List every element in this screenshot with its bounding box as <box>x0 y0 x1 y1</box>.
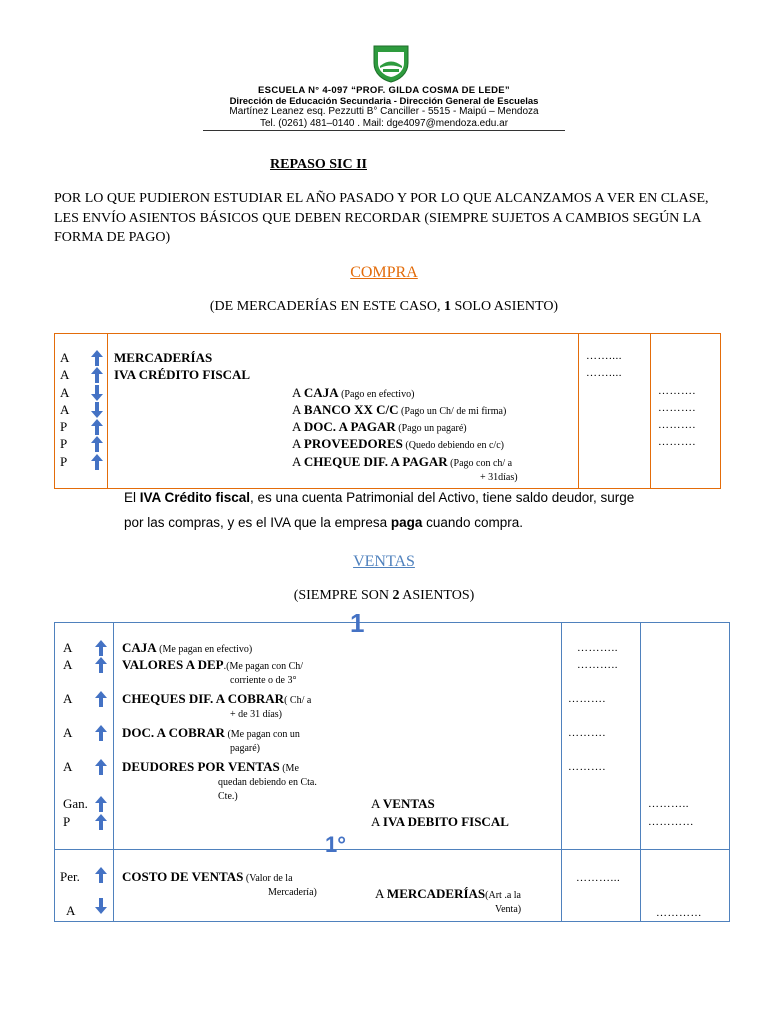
entry-note: Cte.) <box>218 791 238 802</box>
arrow-up-icon <box>95 657 107 673</box>
entry-note: + 31días) <box>480 472 518 483</box>
page-title: REPASO SIC II <box>270 157 367 172</box>
entry-note: Venta) <box>495 904 522 915</box>
credit-amount: ………. <box>658 385 696 397</box>
entry-account: MERCADERÍAS <box>114 350 213 365</box>
entry-type: A <box>63 691 73 706</box>
ventas-subtitle: (SIEMPRE SON 2 ASIENTOS) <box>293 588 475 603</box>
arrow-up-icon <box>95 867 107 883</box>
credit-amount: ……….. <box>648 798 689 810</box>
arrow-up-icon <box>95 814 107 830</box>
entry-note: pagaré) <box>230 743 260 754</box>
entry-type: A <box>63 725 73 740</box>
entry-account: CHEQUES DIF. A COBRAR( Ch/ a <box>122 691 312 706</box>
school-logo <box>371 43 411 83</box>
entry-note: quedan debiendo en Cta. <box>218 777 317 788</box>
debit-amount: ………. <box>568 693 606 705</box>
arrow-down-icon <box>91 402 103 418</box>
arrow-up-icon <box>95 725 107 741</box>
arrow-up-icon <box>91 350 103 366</box>
entry-type: Per. <box>60 869 80 884</box>
debit-amount: …….... <box>586 367 622 379</box>
credit-amount: ………… <box>648 816 694 828</box>
entry-account: A CHEQUE DIF. A PAGAR (Pago con ch/ a <box>292 454 513 469</box>
compra-subtitle: (DE MERCADERÍAS EN ESTE CASO, 1 SOLO ASIENTO) <box>209 299 559 314</box>
entry-type: A <box>63 657 73 672</box>
entry-account: DEUDORES POR VENTAS (Me <box>122 759 299 774</box>
entry-account: COSTO DE VENTAS (Valor de la <box>122 869 293 884</box>
debit-amount: ………. <box>568 727 606 739</box>
debit-amount: ……….. <box>577 642 618 654</box>
entry-type: P <box>60 419 68 434</box>
arrow-up-icon <box>91 419 103 435</box>
entry-type: A <box>60 385 70 400</box>
entry-number-2: 1° <box>325 832 347 857</box>
header-address: Martínez Leanez esq. Pezzutti B° Canciller - 5515 - Maipú – Mendoza <box>229 106 539 117</box>
entry-account: A DOC. A PAGAR (Pago un pagaré) <box>292 419 467 434</box>
entry-account: A IVA DEBITO FISCAL <box>371 814 509 829</box>
intro-paragraph: POR LO QUE PUDIERON ESTUDIAR EL AÑO PASADO Y POR LO QUE ALCANZAMOS A VER EN CLASE, LES ENVÍO ASIENTOS BÁSICOS QUE DEBEN RECORDAR (SIEMPRE SUJETOS A CAMBIOS SEGÚN LA FORMA DE PAGO) <box>54 191 709 245</box>
debit-amount: ………... <box>576 872 621 884</box>
entry-type: A <box>63 759 73 774</box>
arrow-up-icon <box>95 691 107 707</box>
debit-amount: …….... <box>586 350 622 362</box>
arrow-up-icon <box>91 367 103 383</box>
entry-account: CAJA (Me pagan en efectivo) <box>122 640 253 655</box>
entry-account: IVA CRÉDITO FISCAL <box>114 367 251 382</box>
entry-account: A PROVEEDORES (Quedo debiendo en c/c) <box>292 436 504 451</box>
entry-account: A BANCO XX C/C (Pago un Ch/ de mi firma) <box>292 402 507 417</box>
arrow-up-icon <box>91 454 103 470</box>
entry-account: A VENTAS <box>371 796 435 811</box>
entry-note: Mercadería) <box>268 887 317 898</box>
entry-account: DOC. A COBRAR (Me pagan con un <box>122 725 300 740</box>
entry-number-1: 1 <box>350 608 365 638</box>
entry-note: + de 31 días) <box>230 709 283 720</box>
compra-heading: COMPRA <box>350 264 418 281</box>
entry-note: corriente o de 3° <box>230 675 297 686</box>
entry-type: P <box>60 454 68 469</box>
entry-type: A <box>66 903 76 918</box>
credit-amount: ………. <box>658 436 696 448</box>
entry-account: A CAJA (Pago en efectivo) <box>292 385 415 400</box>
entry-type: P <box>63 814 71 829</box>
arrow-up-icon <box>95 640 107 656</box>
iva-explanation-line2: por las compras, y es el IVA que la empresa paga cuando compra. <box>124 515 523 530</box>
entry-type: Gan. <box>63 796 88 811</box>
entry-account: A MERCADERÍAS(Art .a la <box>375 886 521 901</box>
header-rule <box>203 130 565 131</box>
debit-amount: ………. <box>568 761 606 773</box>
header-direction: Dirección de Educación Secundaria - Dirección General de Escuelas <box>229 96 539 107</box>
header-contact: Tel. (0261) 481–0140 . Mail: dge4097@mendoza.edu.ar <box>259 118 509 129</box>
credit-amount: ………. <box>658 419 696 431</box>
ventas-heading: VENTAS <box>353 553 415 570</box>
arrow-up-icon <box>91 436 103 452</box>
entry-type: A <box>63 640 73 655</box>
entry-type: A <box>60 402 70 417</box>
arrow-down-icon <box>91 385 103 401</box>
credit-amount: ………. <box>658 402 696 414</box>
iva-explanation-line1: El IVA Crédito fiscal, es una cuenta Patrimonial del Activo, tiene saldo deudor, surge <box>124 490 635 505</box>
arrow-up-icon <box>95 796 107 812</box>
entry-type: A <box>60 350 70 365</box>
arrow-up-icon <box>95 759 107 775</box>
arrow-down-icon <box>95 898 107 914</box>
entry-type: P <box>60 436 68 451</box>
entry-account: VALORES A DEP.(Me pagan con Ch/ <box>122 657 304 672</box>
header-school-name: ESCUELA N° 4-097 “PROF. GILDA COSMA DE LEDE” <box>258 85 510 96</box>
entry-type: A <box>60 367 70 382</box>
credit-amount: ………… <box>656 907 702 919</box>
debit-amount: ……….. <box>577 659 618 671</box>
